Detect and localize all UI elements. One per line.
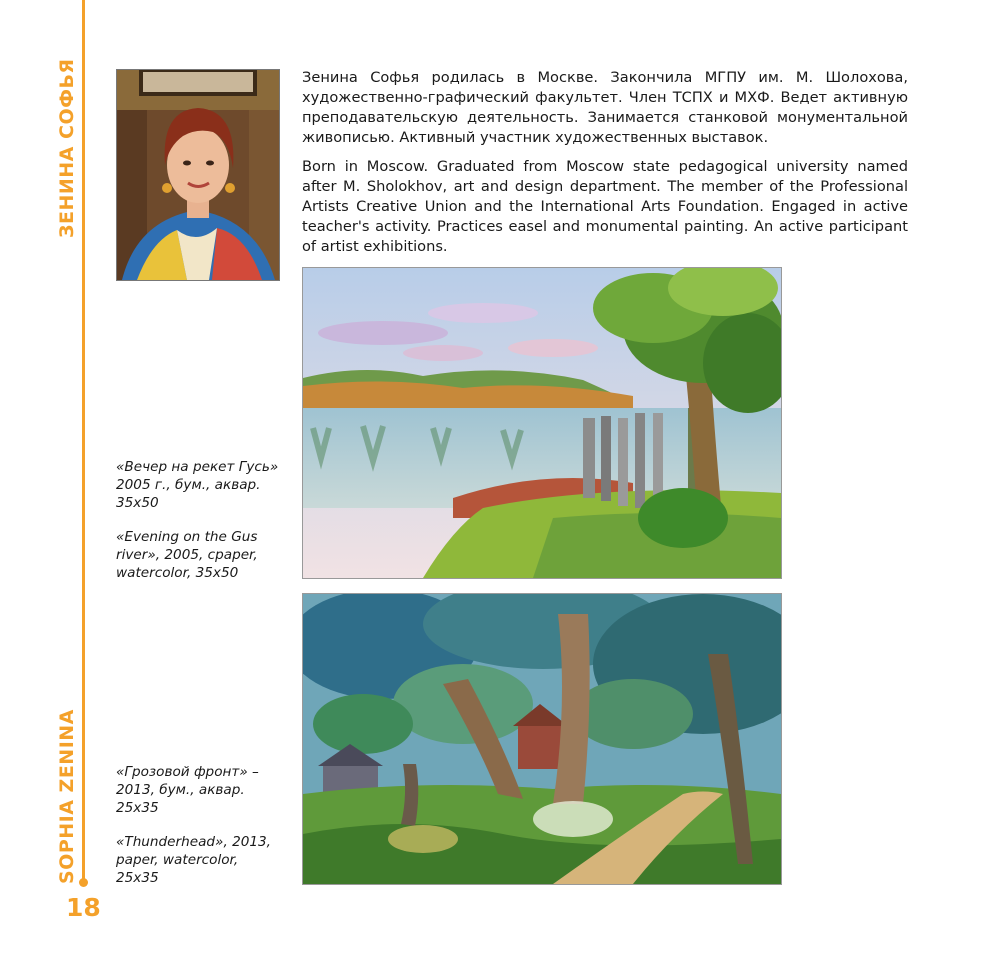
artist-name-ru: ЗЕНИНА СОФЬЯ: [56, 58, 78, 238]
page-number: 18: [66, 893, 101, 922]
bio-text-en: Born in Moscow. Graduated from Moscow state pedagogical university named after M. Sholokhov, art and design department. The member of the Professional Artists Creative Union and the International Arts Foundation. Engaged in active teacher's activity. Practices easel and monumental painting. An active participant of artist exhibitions.: [302, 158, 908, 255]
painting-thunderhead: [302, 593, 782, 885]
sidebar-rule-dot: [79, 878, 88, 887]
artist-portrait-photo: [116, 69, 280, 281]
sidebar-rule: [82, 0, 85, 880]
caption-2-en: «Thunderhead», 2013, paper, watercolor, 25x35: [116, 834, 272, 886]
caption-1-en: «Evening on the Gus river», 2005, cpaper, watercolor, 35x50: [116, 529, 258, 581]
caption-1-ru: «Вечер на рекет Гусь» 2005 г., бум., аквар. 35x50: [116, 459, 279, 511]
artist-name-en: SOPHIA ZENINA: [56, 709, 78, 884]
bio-text-ru: Зенина Софья родилась в Москве. Закончила МГПУ им. М. Шолохова, художественно-графический факультет. Член ТСПХ и МХФ. Ведет активную преподавательскую деятельность. Занимается станковой монументальной живописью. Активный участник художественных выставок.: [302, 69, 908, 146]
painting-evening-on-gus-river: [302, 267, 782, 579]
caption-2-ru: «Грозовой фронт» – 2013, бум., аквар. 25x35: [116, 764, 259, 816]
